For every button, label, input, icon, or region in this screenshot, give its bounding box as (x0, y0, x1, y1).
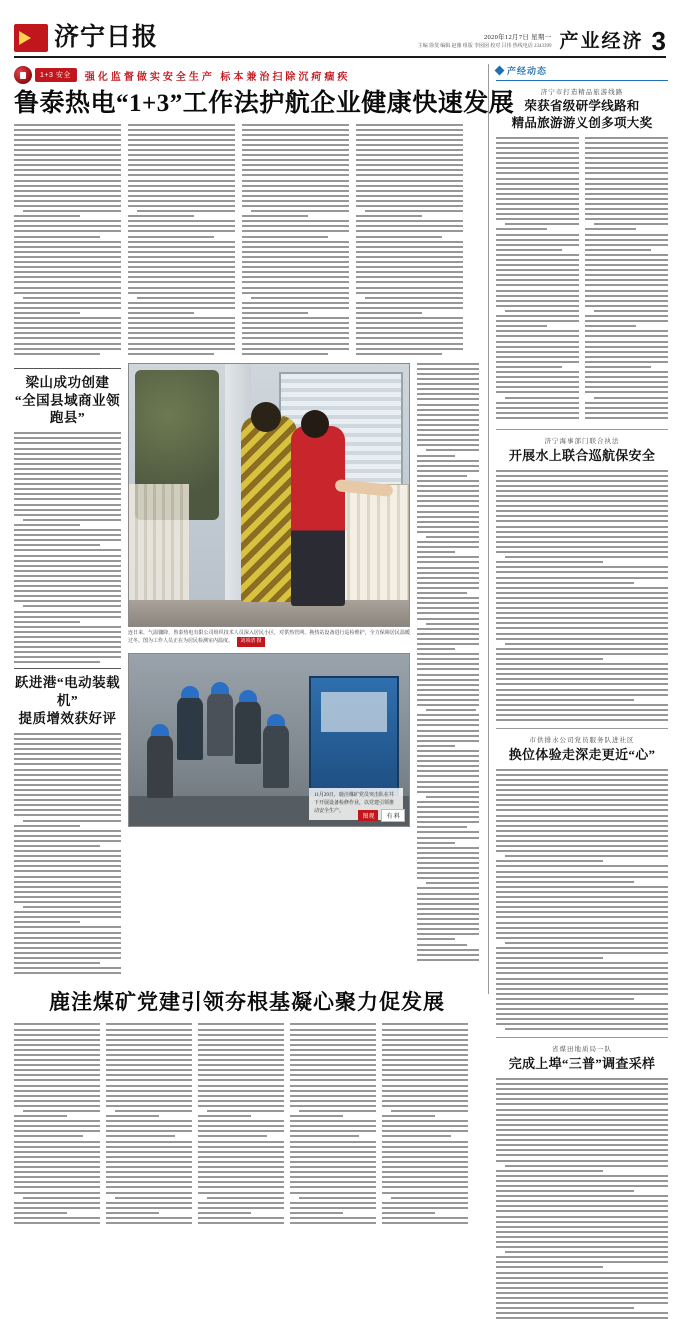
body-text (496, 769, 668, 1031)
rail-item-3 (496, 735, 668, 1030)
main-column (14, 64, 515, 1015)
rail-item-2 (496, 436, 668, 721)
rail-section-label: 产经动态 (507, 66, 548, 76)
person-worker (291, 426, 345, 606)
camera-badge-icon (14, 66, 32, 84)
masthead-brand (14, 24, 158, 52)
body-column (198, 1023, 284, 1227)
body-text (14, 124, 121, 355)
lead-badge-label: 1+3 安全 (35, 68, 77, 82)
body-text (356, 124, 463, 355)
lead-kicker: 强化监督做实安全生产 标本兼治扫除沉疴痼疾 (84, 71, 351, 83)
body-column (242, 124, 349, 358)
photo-caption-text-1: 连日来，气温骤降，鲁泰热电有限公司组织技术人员深入居民小区，对供热管网、换热站设备进行巡检维护，全力保障居民温暖过冬。图为工作人员正在为居民检测室内温度。 (128, 630, 410, 645)
photo-credit-2 (358, 809, 405, 822)
rail-title-3: 换位体验走深走更近“心” (508, 747, 656, 763)
section-title: 产业经济 (559, 31, 644, 52)
worker-figure (147, 734, 173, 798)
body-text (382, 1023, 468, 1224)
body-column (128, 124, 235, 358)
body-text (198, 1023, 284, 1224)
sub-story-title-1: 梁山成功创建 “全国县域商业领跑县” (14, 374, 121, 426)
radiator-secondary (129, 484, 189, 604)
photo-stack (128, 363, 410, 978)
mid-region (14, 363, 480, 978)
body-column (14, 124, 121, 358)
mid-right-text (417, 363, 479, 978)
divider (14, 668, 121, 669)
editors-line: 主编 徐斐 编辑 赵豫 组版 李囡囡 校对 吕伟 热线电话 2343399 (417, 43, 552, 49)
mining-equipment (309, 676, 399, 798)
body-column (106, 1023, 192, 1227)
credit-tag-red: 图观 (358, 810, 378, 821)
masthead-right (417, 25, 666, 56)
page-number: 3 (651, 25, 666, 56)
worker-figure (263, 724, 289, 788)
rail-title-4: 完成上埠“三普”调查采样 (508, 1056, 656, 1072)
left-sub-stories (14, 363, 121, 978)
photo-heating-inspection (128, 363, 410, 627)
rail-kicker-2: 济宁海事部门联合执法 (544, 438, 620, 445)
flag-logo-icon (14, 24, 48, 52)
credit-tag-white: 有 料 (381, 809, 405, 822)
worker-figure (177, 696, 203, 760)
body-text (417, 363, 479, 961)
body-text (496, 1078, 668, 1319)
sub-story-body-2 (14, 733, 121, 974)
person-resident (241, 416, 297, 602)
diamond-icon (495, 66, 505, 76)
rail-kicker-1: 济宁市打造精品旅游线路 (540, 89, 624, 96)
worker-figure (235, 700, 261, 764)
photo-caption-box-2: 11月29日，鹿洼煤矿党员突击队在井下开展设备检修作业，以党建引领推动安全生产。 (309, 788, 403, 820)
body-column (290, 1023, 376, 1227)
rail-title-1: 荣获省级研学线路和 精品旅游游义创多项大奖 (511, 99, 653, 130)
body-text (14, 1023, 100, 1224)
body-column (356, 124, 463, 358)
masthead-meta (418, 33, 552, 52)
body-text (106, 1023, 192, 1224)
bottom-headline: 鹿洼煤矿党建引领夯根基凝心聚力促发展 (49, 990, 445, 1015)
rail-item-1 (496, 87, 668, 422)
sub-story-body-1 (14, 432, 121, 663)
photo-credit-1: 刘项清 摄 (237, 637, 264, 647)
photo-caption-1 (128, 630, 410, 647)
rail-kicker-4: 省煤田地质局一队 (552, 1046, 612, 1054)
rail-title-2: 开展水上联合巡航保安全 (508, 448, 656, 463)
page-body (14, 64, 666, 1072)
body-text (128, 124, 235, 355)
lead-badge (14, 66, 77, 84)
body-text (496, 137, 579, 419)
lead-body-columns (14, 124, 480, 358)
body-text (242, 124, 349, 355)
rail-section-header (496, 64, 668, 77)
sub-story-title-2: 跃进港“电动装载机” 提质增效获好评 (14, 675, 121, 727)
body-text (290, 1023, 376, 1224)
masthead (14, 10, 666, 58)
lead-headline: 鲁泰热电“1+3”工作法护航企业健康快速发展 (14, 90, 515, 117)
body-text (585, 137, 668, 419)
lead-banner (14, 64, 480, 86)
photo-mine-workers (128, 653, 410, 827)
rail-kicker-3: 市供排水公司党员服务队进社区 (529, 737, 635, 745)
paper-name: 济宁日报 (54, 24, 159, 51)
bottom-body-columns (14, 1023, 480, 1227)
rail-item-4 (496, 1044, 668, 1319)
body-text (496, 470, 668, 722)
right-rail (488, 64, 668, 1072)
issue-date: 2020年12月7日 星期一 (483, 33, 552, 41)
divider (14, 368, 121, 369)
body-column (14, 1023, 100, 1227)
worker-figure (207, 692, 233, 756)
body-column (382, 1023, 468, 1227)
